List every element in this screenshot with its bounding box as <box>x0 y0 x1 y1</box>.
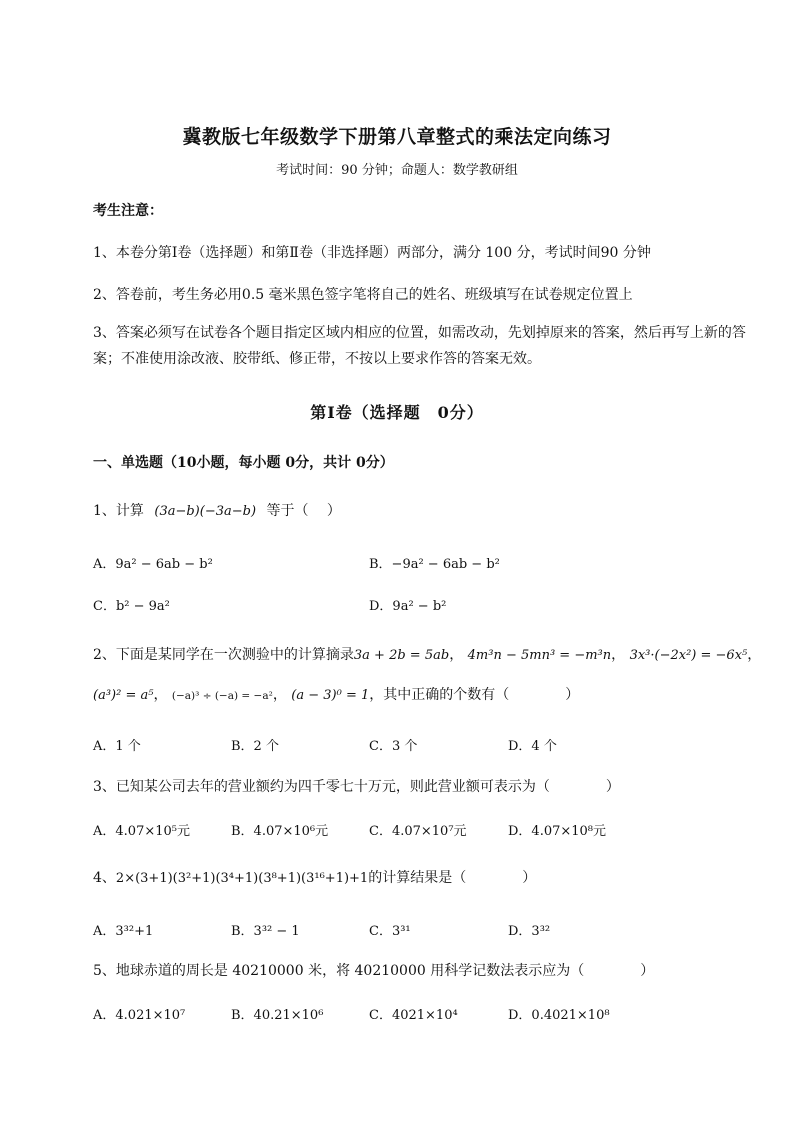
q2-expr-4: (a³)² = a⁵ <box>93 688 154 703</box>
q2-expr-1: 3a + 2b = 5ab <box>353 648 450 663</box>
notice-item-2: 2、答卷前，考生务必用0.5 毫米黑色签字笔将自己的姓名、班级填写在试卷规定位置上 <box>93 287 633 303</box>
exam-info: 考试时间：90 分钟；命题人：数学教研组 <box>276 163 518 178</box>
question-4-prefix: 4、 <box>93 870 116 886</box>
q5-option-d[interactable]: D．0.4021×10⁸ <box>508 1008 610 1023</box>
q2-expr-2: 4m³n − 5mn³ = −m³n <box>467 648 612 663</box>
q1-option-c[interactable]: C．b² − 9a² <box>93 599 170 614</box>
q5-option-c[interactable]: C．4021×10⁴ <box>369 1008 458 1023</box>
question-1-suffix: 等于（ ） <box>266 503 341 519</box>
q3-option-c[interactable]: C．4.07×10⁷元 <box>369 824 467 839</box>
q2-option-c[interactable]: C．3 个 <box>369 739 418 754</box>
q1-option-d[interactable]: D．9a² − b² <box>369 599 447 614</box>
section-title: 第Ⅰ卷（选择题 0分） <box>310 403 484 422</box>
question-1-prefix: 1、计算 <box>93 503 144 519</box>
q2-option-d[interactable]: D．4 个 <box>508 739 557 754</box>
q2-option-b[interactable]: B．2 个 <box>231 739 279 754</box>
q3-option-b[interactable]: B．4.07×10⁶元 <box>231 824 329 839</box>
q4-option-d[interactable]: D．3³² <box>508 924 551 939</box>
q4-option-a[interactable]: A．3³²+1 <box>93 924 154 939</box>
question-3: 3、已知某公司去年的营业额约为四千零七十万元，则此营业额可表示为（ ） <box>93 779 620 795</box>
q4-option-c[interactable]: C．3³¹ <box>369 924 411 939</box>
q5-option-b[interactable]: B．40.21×10⁶ <box>231 1008 324 1023</box>
part-heading: 一、单选题（10小题，每小题 0分，共计 0分） <box>93 455 394 471</box>
question-2-prefix: 2、下面是某同学在一次测验中的计算摘录 <box>93 647 354 663</box>
question-1 <box>93 500 341 520</box>
question-5: 5、地球赤道的周长是 40210000 米，将 40210000 用科学记数法表示应为（ ） <box>93 963 655 979</box>
page-title: 冀教版七年级数学下册第八章整式的乘法定向练习 <box>182 126 612 148</box>
q3-option-d[interactable]: D．4.07×10⁸元 <box>508 824 607 839</box>
q2-expr-5: (−a)³ ÷ (−a) = −a² <box>171 690 273 702</box>
question-2-line-1: 2、下面是某同学在一次测验中的计算摘录3a + 2b = 5ab， 4m³n − 5mn³ = −m³n， 3x³·(−2x²) = −6x⁵， <box>93 647 762 663</box>
q2-option-a[interactable]: A．1 个 <box>93 739 141 754</box>
q3-option-a[interactable]: A．4.07×10⁵元 <box>93 824 190 839</box>
q2-expr-3: 3x³·(−2x²) = −6x⁵ <box>629 648 748 663</box>
q1-option-a[interactable]: A．9a² − 6ab − b² <box>93 557 213 572</box>
q1-option-b[interactable]: B．−9a² − 6ab − b² <box>369 557 500 572</box>
notice-item-3: 3、答案必须写在试卷各个题目指定区域内相应的位置，如需改动，先划掉原来的答案，然后再写上新的答案；不准使用涂改液、胶带纸、修正带，不按以上要求作答的答案无效。 <box>93 325 746 367</box>
question-2-tail: ，其中正确的个数有（ ） <box>369 687 580 703</box>
question-4 <box>93 867 536 887</box>
q4-option-b[interactable]: B．3³² − 1 <box>231 924 300 939</box>
q5-option-a[interactable]: A．4.021×10⁷ <box>93 1008 186 1023</box>
question-4-expression: 2×(3+1)(3²+1)(3⁴+1)(3⁸+1)(3¹⁶+1)+1 <box>115 871 369 886</box>
question-1-expression: (3a−b)(−3a−b) <box>154 504 257 519</box>
notice-heading: 考生注意： <box>93 203 163 219</box>
q2-expr-6: (a − 3)⁰ = 1 <box>291 688 370 703</box>
question-2-line-2: (a³)² = a⁵， (−a)³ ÷ (−a) = −a²， (a − 3)⁰ = 1，其中正确的个数有（ ） <box>93 687 580 703</box>
question-4-suffix: 的计算结果是（ ） <box>368 870 537 886</box>
notice-item-1: 1、本卷分第Ⅰ卷（选择题）和第Ⅱ卷（非选择题）两部分，满分 100 分，考试时间90 分钟 <box>93 245 651 261</box>
